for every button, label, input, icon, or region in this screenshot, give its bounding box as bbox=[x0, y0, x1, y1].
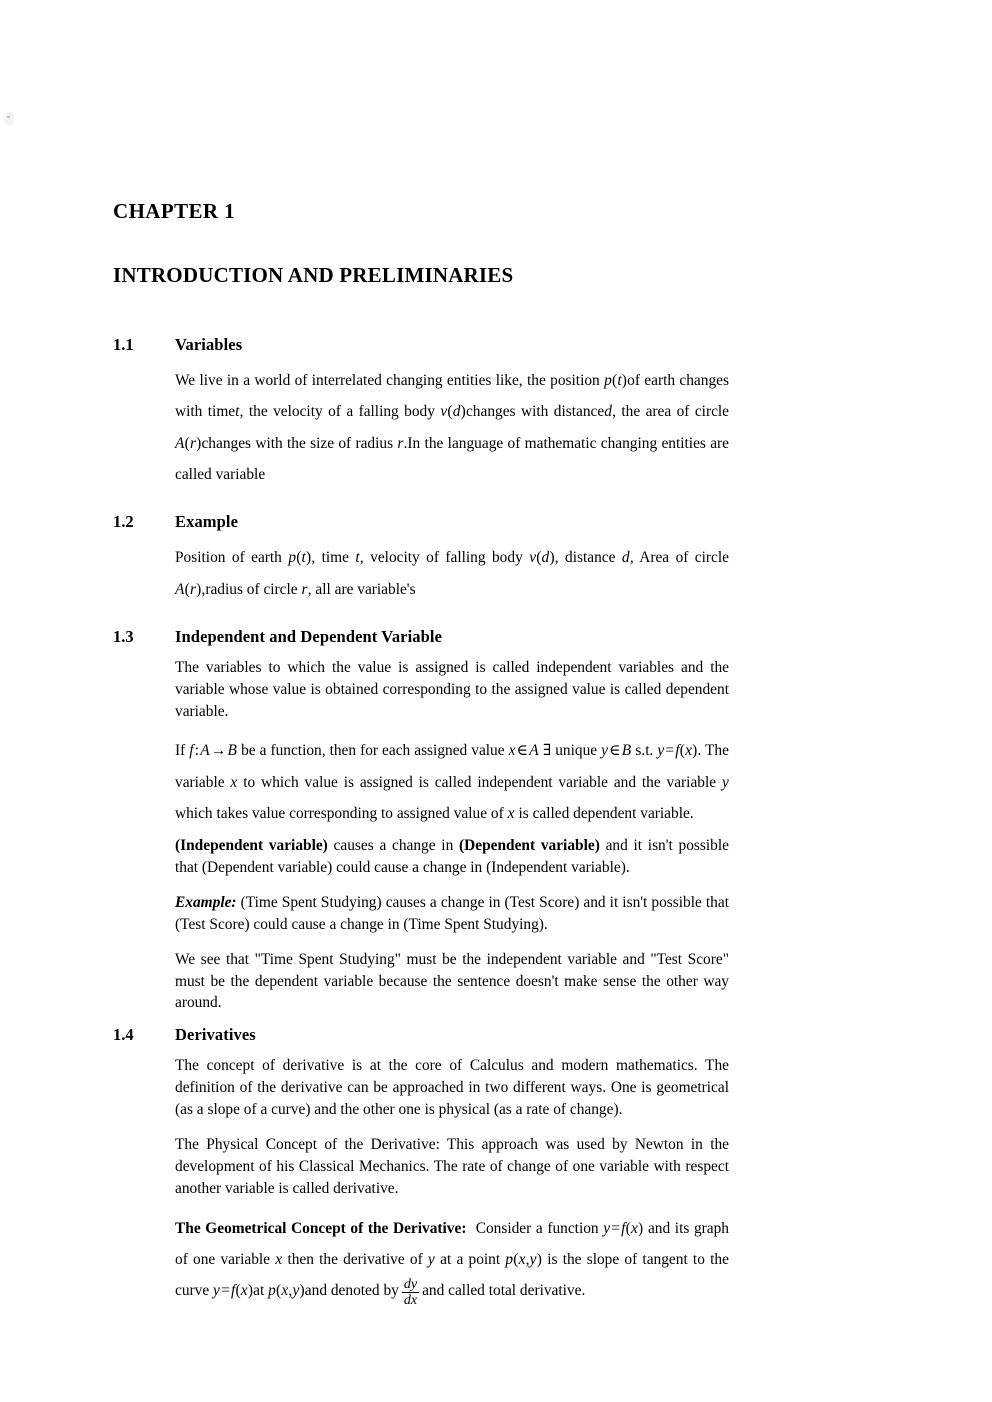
paragraph-1-3-e: We see that "Time Spent Studying" must be the independent variable and "Test Score" must be the dependent variable because the sentence doesn't make sense the other way around. bbox=[175, 950, 729, 1012]
text-run: at a point bbox=[440, 1250, 501, 1268]
math-r: r bbox=[397, 434, 404, 452]
text-run: . The variable bbox=[175, 742, 729, 791]
page-content bbox=[113, 200, 729, 1307]
math-curve-equation: y=f(x) bbox=[213, 1282, 254, 1300]
math-v: v(d) bbox=[529, 549, 555, 567]
text-run: We live in a world of interrelated changing entities like, the position bbox=[175, 372, 600, 390]
paragraph-1-3-a: The variables to which the value is assigned is called independent variables and the variable whose value is obtained corresponding to the assigned value is called dependent variable. bbox=[175, 658, 729, 720]
text-run: and its graph of one variable bbox=[175, 1219, 729, 1268]
math-x-in-a: x∈A bbox=[508, 742, 539, 760]
section-body-1-2 bbox=[175, 542, 729, 605]
text-run: unique bbox=[555, 742, 598, 760]
text-run: Consider a function bbox=[475, 1219, 599, 1237]
math-y: y bbox=[721, 773, 729, 791]
text-run: language of mathematic changing entities are called variable bbox=[175, 434, 729, 483]
scan-artifact-speck bbox=[4, 112, 14, 126]
text-run: of bbox=[627, 372, 640, 390]
bold-dependent-variable: (Dependent variable) bbox=[459, 837, 600, 855]
section-number-1-1: 1.1 bbox=[113, 335, 134, 355]
chapter-label: CHAPTER 1 bbox=[113, 199, 236, 223]
text-run: independent variable and the variable bbox=[477, 773, 717, 791]
paragraph-1-4-c bbox=[175, 1213, 729, 1308]
text-run: , time bbox=[311, 549, 349, 567]
section-heading-1-3 bbox=[113, 627, 729, 647]
section-spacer bbox=[113, 1014, 729, 1025]
text-run: , the area of circle bbox=[612, 403, 730, 421]
text-run: .In the bbox=[403, 434, 444, 452]
section-number-1-4: 1.4 bbox=[113, 1025, 134, 1045]
math-x: x bbox=[507, 804, 515, 822]
math-point-p: p(x,y) bbox=[268, 1282, 305, 1300]
text-run: and called total derivative. bbox=[422, 1282, 586, 1300]
math-a: A(r) bbox=[175, 580, 202, 598]
section-number-1-3: 1.3 bbox=[113, 626, 134, 646]
section-title-1-3: Independent and Dependent Variable bbox=[175, 626, 443, 646]
text-run: changes with the size of radius bbox=[201, 434, 394, 452]
section-spacer bbox=[113, 611, 729, 627]
math-y: y bbox=[427, 1250, 435, 1268]
math-exists-symbol: ∃ bbox=[542, 742, 552, 760]
text-run: (Time Spent Studying) causes a change in (Test Score) and it isn't possible that (Test Score) could cause a change in (Time Spent Studying). bbox=[175, 893, 729, 933]
text-run: assigned value of bbox=[396, 804, 504, 822]
text-run: and denoted bbox=[304, 1282, 380, 1300]
text-run: then the derivative of bbox=[287, 1250, 423, 1268]
text-run: Position of earth bbox=[175, 549, 282, 567]
text-run: If bbox=[175, 742, 186, 760]
paragraph-1-1-a bbox=[175, 365, 729, 490]
paragraph-1-3-c bbox=[175, 835, 729, 879]
example-label: Example: bbox=[175, 893, 237, 911]
text-run: causes a change in bbox=[333, 837, 454, 855]
math-y-equals-fx: y=f(x) bbox=[603, 1219, 644, 1237]
text-run: at bbox=[253, 1282, 265, 1300]
section-body-1-3 bbox=[175, 657, 729, 1015]
text-run: of circle bbox=[675, 549, 729, 567]
text-run: , all are variable's bbox=[307, 580, 416, 598]
math-point-p: p(x,y) bbox=[505, 1250, 543, 1268]
math-t: t bbox=[355, 549, 360, 567]
math-p: p(t) bbox=[604, 372, 628, 390]
text-run: , distance bbox=[554, 549, 616, 567]
math-fraction-dy-dx: $\frac{dy}{dx}$ bbox=[403, 1277, 418, 1309]
paragraph-1-3-b bbox=[175, 735, 729, 829]
math-r: r bbox=[301, 580, 308, 598]
text-run: , the velocity of a falling body bbox=[239, 403, 435, 421]
text-run: by bbox=[383, 1282, 399, 1300]
math-x: x bbox=[230, 773, 238, 791]
paragraph-1-4-b: The Physical Concept of the Derivative: This approach was used by Newton in the development of his Classical Mechanics. The rate of change of one variable with respect another variable is called derivative. bbox=[175, 1135, 729, 1197]
math-y-equals-fx: y=f(x) bbox=[657, 742, 698, 760]
text-run: s.t. bbox=[635, 742, 654, 760]
text-run: distance bbox=[553, 403, 605, 421]
text-run: is called dependent variable. bbox=[518, 804, 694, 822]
text-run: , Area bbox=[629, 549, 670, 567]
math-y-in-b: y∈B bbox=[601, 742, 632, 760]
math-v: v(d) bbox=[440, 403, 466, 421]
section-number-1-2: 1.2 bbox=[113, 512, 134, 532]
section-spacer bbox=[113, 496, 729, 512]
geometrical-concept-heading: The Geometrical Concept of the Derivative: bbox=[175, 1219, 467, 1237]
math-t: t bbox=[235, 403, 240, 421]
text-run: be a function, then for each assigned value bbox=[241, 742, 505, 760]
paragraph-1-3-d bbox=[175, 892, 729, 936]
text-run: is the slope of tangent to the curve bbox=[175, 1250, 729, 1300]
math-a: A(r) bbox=[175, 434, 202, 452]
section-title-1-4: Derivatives bbox=[175, 1025, 256, 1045]
bold-independent-variable: (Independent variable) bbox=[175, 837, 328, 855]
text-run: changes with bbox=[465, 403, 549, 421]
section-heading-1-2 bbox=[113, 512, 729, 532]
text-run: to which value is assigned is called bbox=[243, 773, 472, 791]
math-x: x bbox=[275, 1250, 283, 1268]
text-run: and it isn't possible that (Dependent variable) could cause a change in (Independent variable). bbox=[175, 837, 729, 877]
section-title-1-1: Variables bbox=[175, 335, 243, 355]
paragraph-1-2-a bbox=[175, 542, 729, 605]
section-body-1-4 bbox=[175, 1055, 729, 1307]
section-title-1-2: Example bbox=[175, 512, 239, 532]
section-heading-1-1 bbox=[113, 335, 729, 355]
text-run: which takes value corresponding to bbox=[175, 804, 393, 822]
math-function-map: f:A→B bbox=[189, 742, 238, 760]
chapter-title: INTRODUCTION AND PRELIMINARIES bbox=[113, 263, 514, 288]
text-run: ,radius of circle bbox=[201, 580, 298, 598]
text-run: , velocity of falling body bbox=[359, 549, 523, 567]
section-body-1-1 bbox=[175, 365, 729, 490]
math-p: p(t) bbox=[288, 549, 312, 567]
math-d: d bbox=[621, 549, 630, 567]
paragraph-1-4-a: The concept of derivative is at the core of Calculus and modern mathematics. The definition of the derivative can be approached in two different ways. One is geometrical (as a slope of a curve) and the other one is physical (as a rate of change). bbox=[175, 1057, 729, 1119]
text-run: earth changes with time bbox=[175, 372, 729, 421]
math-d: d bbox=[604, 403, 613, 421]
section-heading-1-4 bbox=[113, 1025, 729, 1045]
